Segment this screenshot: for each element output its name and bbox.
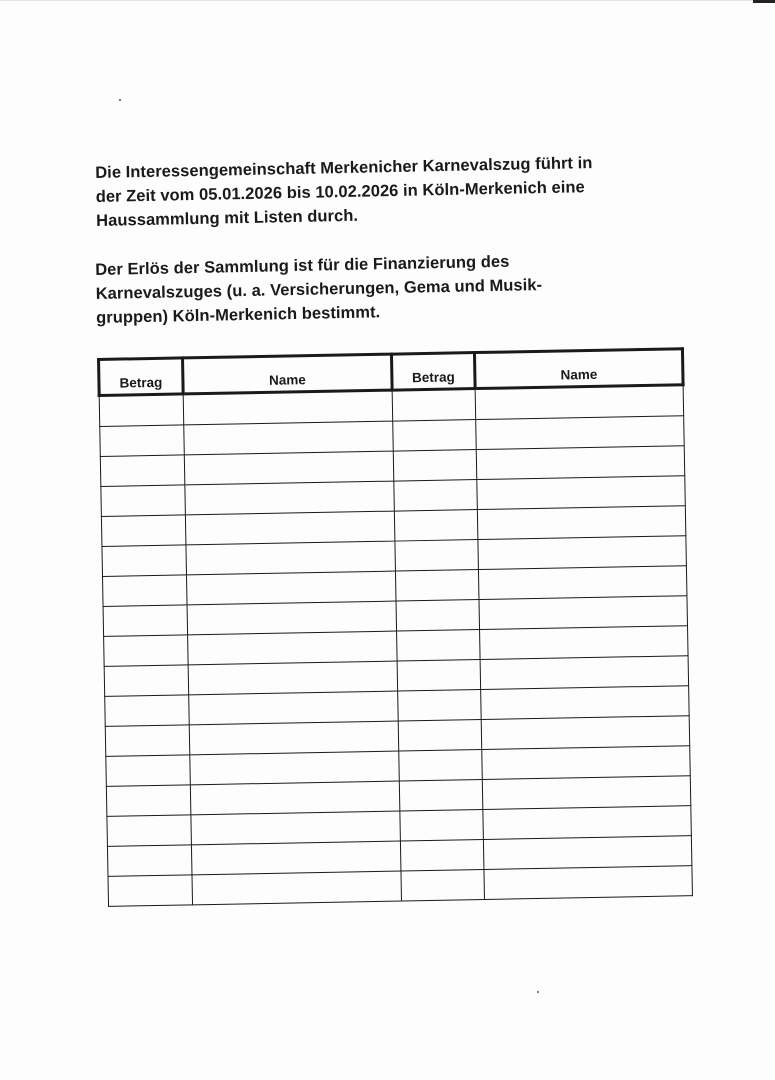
name-cell[interactable] xyxy=(190,751,400,785)
betrag-cell[interactable] xyxy=(100,425,185,457)
column-header-betrag: Betrag xyxy=(391,353,475,391)
betrag-cell[interactable] xyxy=(103,575,188,607)
name-cell[interactable] xyxy=(478,566,687,600)
betrag-cell[interactable] xyxy=(399,750,483,782)
betrag-cell[interactable] xyxy=(396,600,480,632)
name-cell[interactable] xyxy=(480,626,689,660)
betrag-cell[interactable] xyxy=(398,720,482,752)
name-cell[interactable] xyxy=(190,781,400,815)
betrag-cell[interactable] xyxy=(104,635,189,667)
name-cell[interactable] xyxy=(477,506,686,540)
betrag-cell[interactable] xyxy=(393,450,477,482)
betrag-cell[interactable] xyxy=(401,869,485,901)
name-cell[interactable] xyxy=(191,841,401,875)
scan-corner-mark xyxy=(753,0,775,3)
betrag-cell[interactable] xyxy=(392,389,476,422)
name-cell[interactable] xyxy=(475,385,684,420)
paragraph-line: gruppen) Köln-Merkenich bestimmt. xyxy=(96,303,381,327)
purpose-paragraph xyxy=(95,246,696,330)
paragraph-line: Karnevalszuges (u. a. Versicherungen, Gema und Musik- xyxy=(95,276,543,303)
scan-speck xyxy=(119,99,121,101)
betrag-cell[interactable] xyxy=(393,420,477,452)
betrag-cell[interactable] xyxy=(100,455,185,487)
betrag-cell[interactable] xyxy=(105,695,190,727)
name-cell[interactable] xyxy=(478,536,687,570)
name-cell[interactable] xyxy=(476,446,685,480)
name-cell[interactable] xyxy=(184,421,394,455)
betrag-cell[interactable] xyxy=(107,845,192,877)
betrag-cell[interactable] xyxy=(104,665,189,697)
name-cell[interactable] xyxy=(188,631,398,665)
betrag-cell[interactable] xyxy=(99,394,184,427)
table-body xyxy=(99,385,692,907)
column-header-name: Name xyxy=(474,349,683,389)
name-cell[interactable] xyxy=(189,691,399,725)
name-cell[interactable] xyxy=(480,656,689,690)
betrag-cell[interactable] xyxy=(106,785,191,817)
name-cell[interactable] xyxy=(183,390,393,425)
intro-paragraph xyxy=(95,149,696,233)
name-cell[interactable] xyxy=(483,836,692,870)
betrag-cell[interactable] xyxy=(394,480,478,512)
name-cell[interactable] xyxy=(481,716,690,750)
betrag-cell[interactable] xyxy=(397,630,481,662)
name-cell[interactable] xyxy=(477,476,686,510)
name-cell[interactable] xyxy=(481,686,690,720)
betrag-cell[interactable] xyxy=(398,690,482,722)
scan-top-edge xyxy=(0,0,760,1)
name-cell[interactable] xyxy=(185,511,395,545)
betrag-cell[interactable] xyxy=(106,755,191,787)
name-cell[interactable] xyxy=(189,721,399,755)
betrag-cell[interactable] xyxy=(395,570,479,602)
betrag-cell[interactable] xyxy=(397,660,481,692)
paragraph-line: Haussammlung mit Listen durch. xyxy=(96,206,359,230)
name-cell[interactable] xyxy=(192,871,402,905)
column-header-name: Name xyxy=(183,354,393,394)
name-cell[interactable] xyxy=(479,596,688,630)
betrag-cell[interactable] xyxy=(105,725,190,757)
betrag-cell[interactable] xyxy=(400,810,484,842)
name-cell[interactable] xyxy=(186,541,396,575)
donation-list-table-wrapper xyxy=(97,347,694,907)
betrag-cell[interactable] xyxy=(400,840,484,872)
paragraph-line: Der Erlös der Sammlung ist für die Finanzierung des xyxy=(95,252,510,279)
betrag-cell[interactable] xyxy=(394,510,478,542)
name-cell[interactable] xyxy=(186,571,396,605)
column-header-betrag: Betrag xyxy=(99,358,184,396)
name-cell[interactable] xyxy=(482,746,691,780)
betrag-cell[interactable] xyxy=(102,545,187,577)
betrag-cell[interactable] xyxy=(103,605,188,637)
betrag-cell[interactable] xyxy=(107,815,192,847)
name-cell[interactable] xyxy=(476,416,685,450)
betrag-cell[interactable] xyxy=(101,515,186,547)
name-cell[interactable] xyxy=(188,661,398,695)
name-cell[interactable] xyxy=(484,866,693,900)
scan-speck xyxy=(537,991,539,993)
paragraph-line: der Zeit vom 05.01.2026 bis 10.02.2026 in Köln-Merkenich eine xyxy=(95,178,585,206)
betrag-cell[interactable] xyxy=(108,875,193,907)
name-cell[interactable] xyxy=(483,806,692,840)
name-cell[interactable] xyxy=(482,776,691,810)
betrag-cell[interactable] xyxy=(101,485,186,517)
name-cell[interactable] xyxy=(187,601,397,635)
paragraph-line: Die Interessengemeinschaft Merkenicher Karnevalszug führt in xyxy=(95,154,593,182)
betrag-cell[interactable] xyxy=(395,540,479,572)
name-cell[interactable] xyxy=(185,481,395,515)
donation-list-table xyxy=(97,347,694,907)
betrag-cell[interactable] xyxy=(399,780,483,812)
name-cell[interactable] xyxy=(191,811,401,845)
name-cell[interactable] xyxy=(184,451,394,485)
